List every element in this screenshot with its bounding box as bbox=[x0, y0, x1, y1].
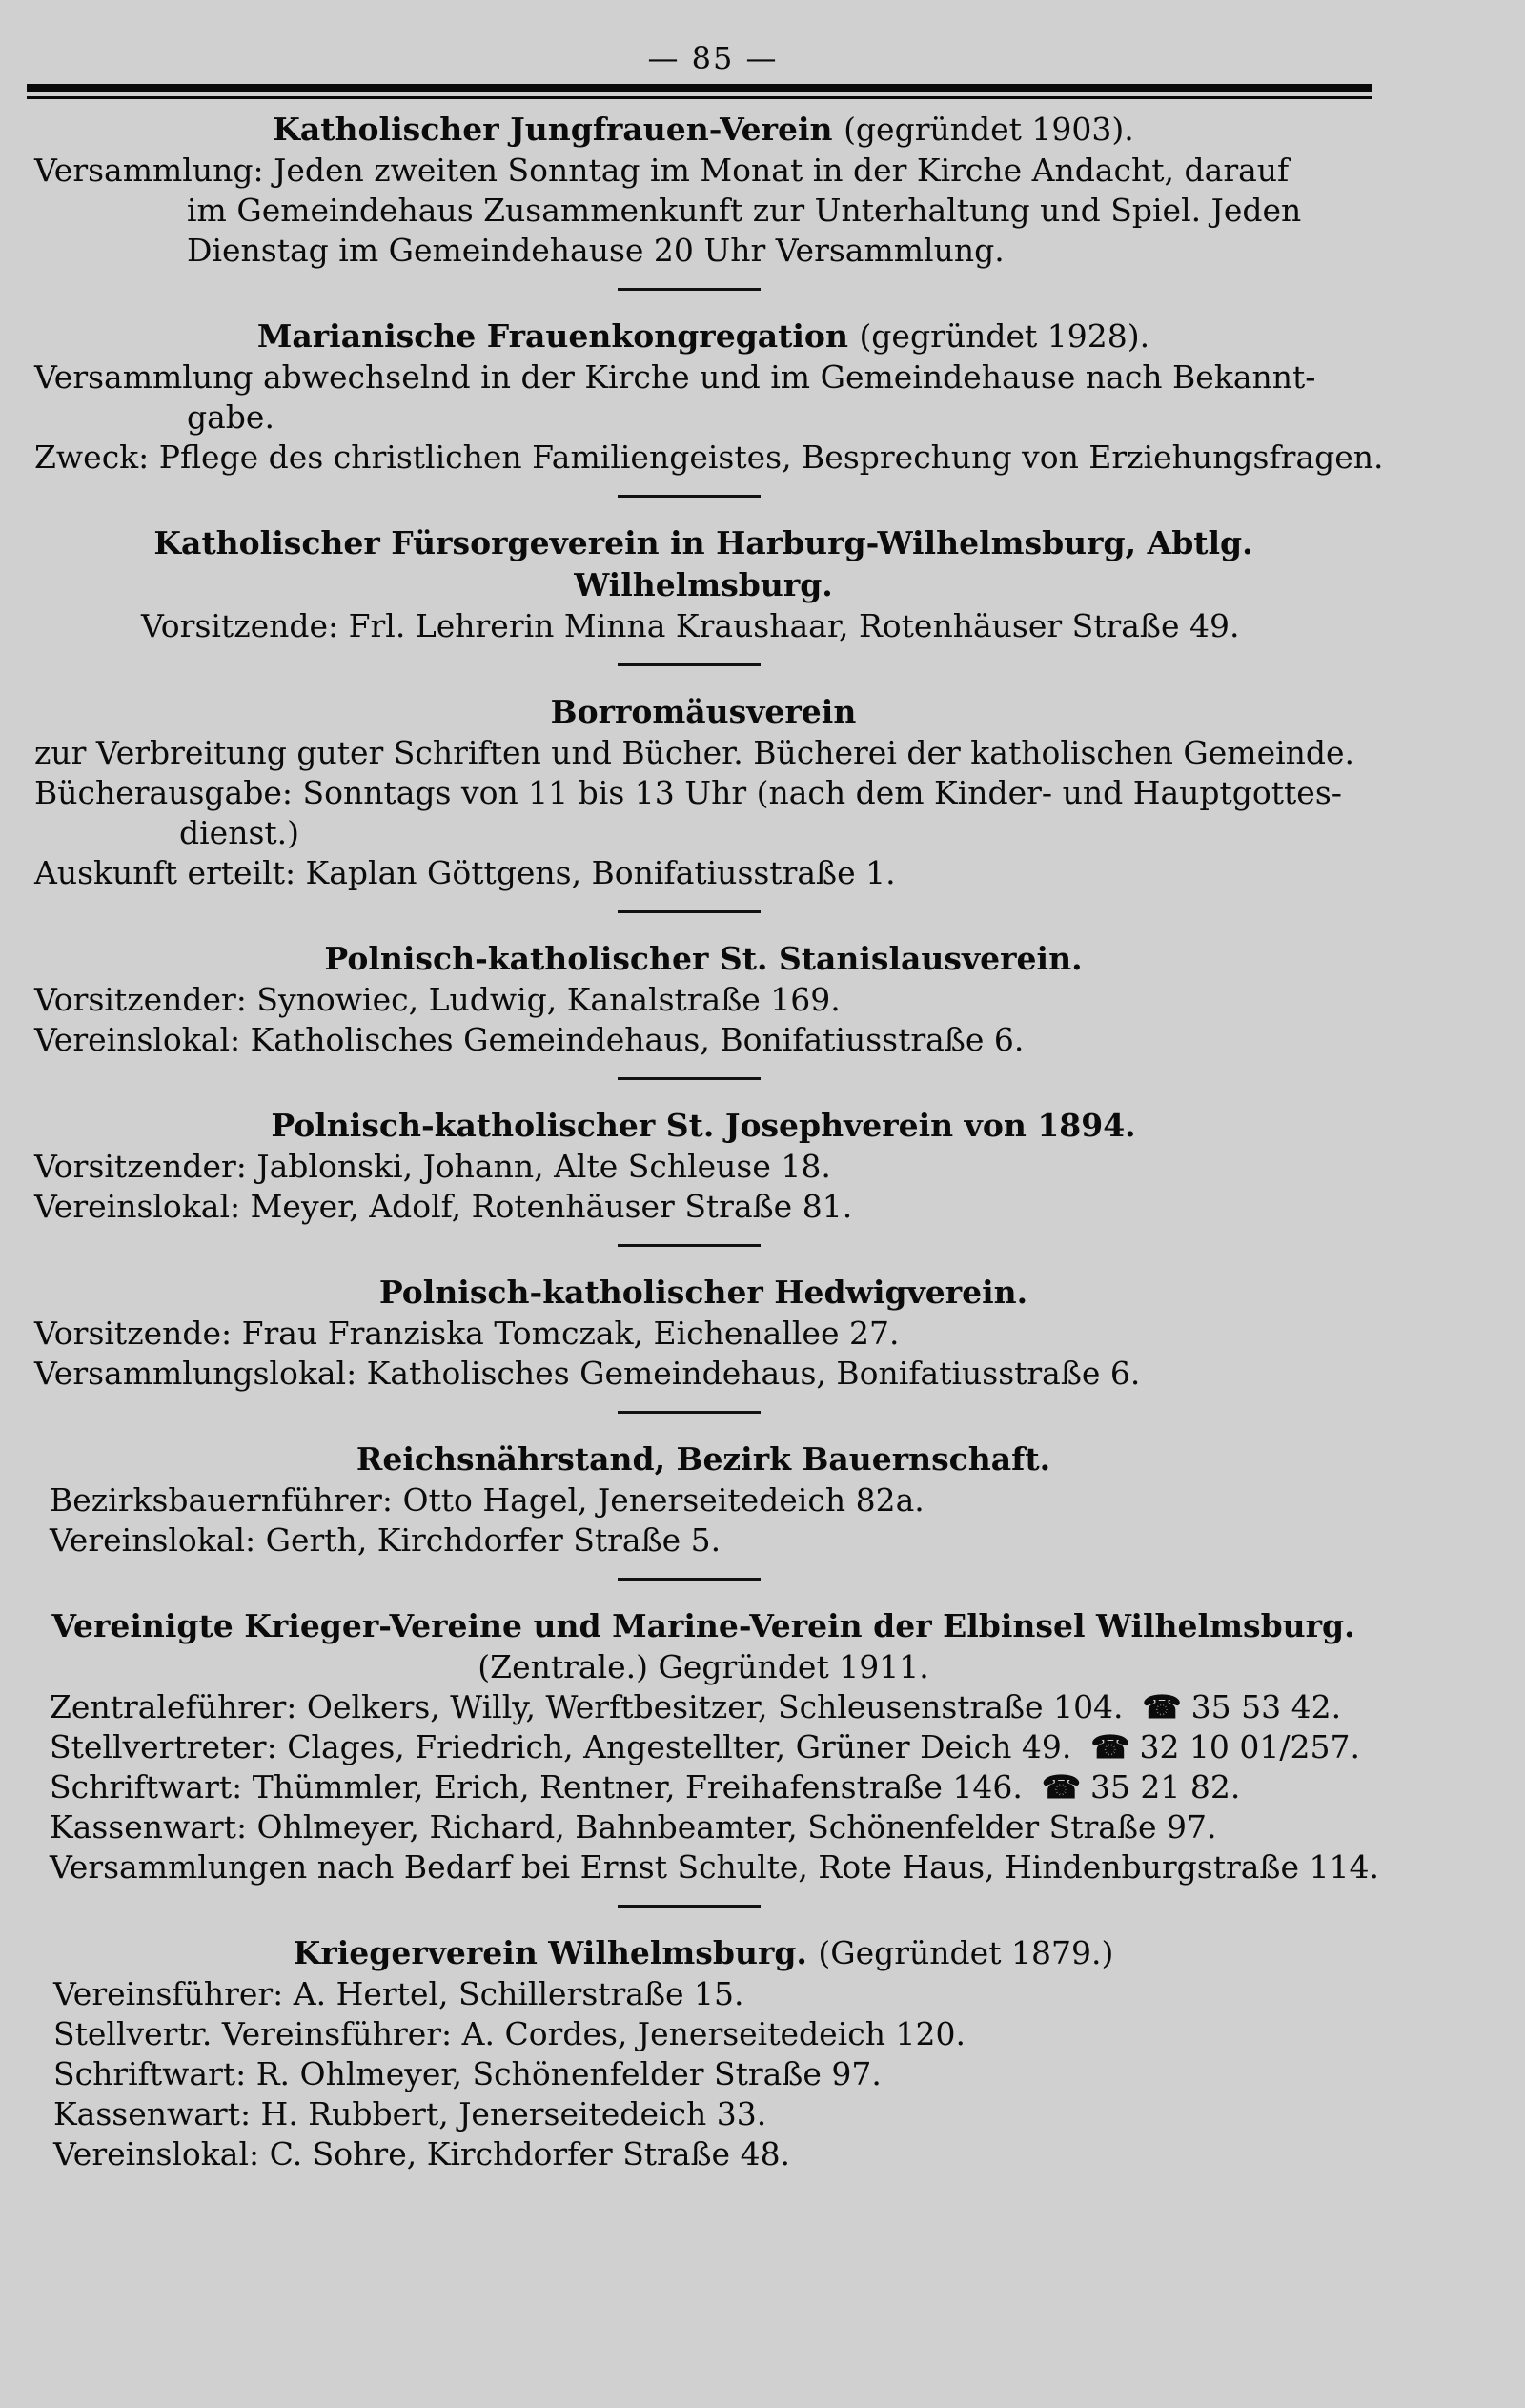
text-line: Stellvertr. Vereinsführer: A. Cordes, Jenerseitedeich 120. bbox=[53, 2015, 966, 2052]
heading-note: (gegründet 1903). bbox=[844, 111, 1134, 148]
section-divider bbox=[618, 1578, 761, 1581]
telephone-icon: ☎ bbox=[1041, 1768, 1081, 1806]
text-line: Vorsitzender: Jablonski, Johann, Alte Schleuse 18. bbox=[34, 1148, 831, 1185]
section-heading: Reichsnährstand, Bezirk Bauernschaft. bbox=[356, 1440, 1051, 1478]
section-fuersorgeverein bbox=[27, 522, 1380, 646]
section-hedwigverein bbox=[27, 1272, 1380, 1394]
text-line: im Gemeindehaus Zusammenkunft zur Unterhaltung und Spiel. Jeden bbox=[187, 192, 1302, 229]
phone-number: 35 53 42. bbox=[1190, 1688, 1342, 1725]
text-line: Zweck: Pflege des christlichen Familiengeistes, Besprechung von Erziehungsfragen. bbox=[34, 439, 1384, 476]
line-text: Zentraleführer: Oelkers, Willy, Werftbesitzer, Schleusenstraße 104. bbox=[50, 1688, 1124, 1725]
section-subheading: (Zentrale.) Gegründet 1911. bbox=[478, 1648, 929, 1685]
text-line: Versammlung abwechselnd in der Kirche und im Gemeindehause nach Bekannt- bbox=[34, 358, 1316, 396]
text-line: Kassenwart: H. Rubbert, Jenerseitedeich 33. bbox=[53, 2095, 767, 2133]
section-divider bbox=[618, 1411, 761, 1414]
text-line: Vereinslokal: C. Sohre, Kirchdorfer Straße 48. bbox=[53, 2135, 791, 2173]
section-divider bbox=[618, 288, 761, 291]
section-heading: Polnisch-katholischer St. Josephverein von 1894. bbox=[271, 1107, 1136, 1144]
text-line: zur Verbreitung guter Schriften und Bücher. Bücherei der katholischen Gemeinde. bbox=[34, 734, 1355, 771]
phone-number: 35 21 82. bbox=[1089, 1768, 1241, 1806]
text-line: Bezirksbauernführer: Otto Hagel, Jenerseitedeich 82a. bbox=[50, 1481, 925, 1519]
telephone-icon: ☎ bbox=[1090, 1728, 1130, 1765]
text-line: Vorsitzende: Frau Franziska Tomczak, Eichenallee 27. bbox=[34, 1315, 900, 1352]
text-line: Bücherausgabe: Sonntags von 11 bis 13 Uhr (nach dem Kinder- und Hauptgottes- bbox=[34, 774, 1342, 811]
section-borromaeusverein bbox=[27, 691, 1380, 893]
section-kriegerverein-wilhelmsburg bbox=[27, 1932, 1380, 2174]
heading-note: (Gegründet 1879.) bbox=[818, 1934, 1114, 1971]
section-divider bbox=[618, 1244, 761, 1247]
text-line: dienst.) bbox=[179, 814, 300, 851]
line-text: Stellvertreter: Clages, Friedrich, Angestellter, Grüner Deich 49. bbox=[50, 1728, 1072, 1765]
phone-number: 32 10 01/257. bbox=[1139, 1728, 1361, 1765]
section-heading bbox=[27, 109, 1380, 151]
section-heading bbox=[27, 316, 1380, 357]
section-heading: Borromäusverein bbox=[550, 693, 857, 730]
heading-title: Kriegerverein Wilhelmsburg. bbox=[293, 1934, 807, 1971]
section-divider bbox=[618, 663, 761, 666]
section-divider bbox=[618, 1077, 761, 1080]
section-divider bbox=[618, 495, 761, 498]
text-line: Kassenwart: Ohlmeyer, Richard, Bahnbeamter, Schönenfelder Straße 97. bbox=[50, 1808, 1217, 1846]
heading-note: (gegründet 1928). bbox=[859, 317, 1150, 355]
section-heading: Polnisch-katholischer St. Stanislausverein. bbox=[324, 940, 1083, 977]
text-line bbox=[27, 1727, 1380, 1767]
text-line: Auskunft erteilt: Kaplan Göttgens, Bonifatiusstraße 1. bbox=[34, 854, 896, 891]
text-line: Vorsitzende: Frl. Lehrerin Minna Kraushaar, Rotenhäuser Straße 49. bbox=[141, 607, 1240, 644]
top-rule-thin bbox=[27, 96, 1372, 99]
heading-title: Katholischer Jungfrauen-Verein bbox=[273, 111, 833, 148]
telephone-icon: ☎ bbox=[1142, 1688, 1182, 1725]
section-josephverein bbox=[27, 1105, 1380, 1227]
section-frauenkongregation bbox=[27, 316, 1384, 478]
section-stanislausverein bbox=[27, 938, 1380, 1060]
section-heading: Katholischer Fürsorgeverein in Harburg-Wilhelmsburg, Abtlg. Wilhelmsburg. bbox=[153, 524, 1253, 603]
section-divider bbox=[618, 910, 761, 913]
section-krieger-vereine bbox=[27, 1605, 1380, 1888]
page-number: — 85 — bbox=[647, 40, 779, 76]
section-heading: Polnisch-katholischer Hedwigverein. bbox=[378, 1274, 1028, 1311]
text-line bbox=[27, 1687, 1380, 1727]
text-line: Vereinslokal: Katholisches Gemeindehaus, Bonifatiusstraße 6. bbox=[34, 1021, 1025, 1058]
text-line: Versammlung: Jeden zweiten Sonntag im Monat in der Kirche Andacht, darauf bbox=[34, 152, 1290, 189]
section-reichsnaehrstand bbox=[27, 1439, 1380, 1561]
text-line: Vorsitzender: Synowiec, Ludwig, Kanalstraße 169. bbox=[34, 981, 841, 1018]
heading-title: Marianische Frauenkongregation bbox=[256, 317, 848, 355]
text-line bbox=[27, 1767, 1380, 1807]
text-line: Versammlungslokal: Katholisches Gemeindehaus, Bonifatiusstraße 6. bbox=[34, 1355, 1141, 1392]
text-line: Dienstag im Gemeindehause 20 Uhr Versammlung. bbox=[187, 232, 1005, 269]
line-text: Schriftwart: Thümmler, Erich, Rentner, Freihafenstraße 146. bbox=[50, 1768, 1023, 1806]
top-rule bbox=[27, 84, 1372, 92]
text-line: gabe. bbox=[187, 398, 274, 436]
section-jungfrauen-verein bbox=[27, 109, 1380, 271]
section-heading: Vereinigte Krieger-Vereine und Marine-Verein der Elbinsel Wilhelmsburg. bbox=[51, 1607, 1355, 1644]
text-line: Vereinsführer: A. Hertel, Schillerstraße 15. bbox=[53, 1975, 744, 2012]
text-line: Versammlungen nach Bedarf bei Ernst Schulte, Rote Haus, Hindenburgstraße 114. bbox=[50, 1848, 1379, 1886]
section-divider bbox=[618, 1905, 761, 1908]
text-line: Schriftwart: R. Ohlmeyer, Schönenfelder Straße 97. bbox=[53, 2055, 882, 2092]
text-line: Vereinslokal: Gerth, Kirchdorfer Straße 5. bbox=[50, 1521, 722, 1559]
text-line: Vereinslokal: Meyer, Adolf, Rotenhäuser Straße 81. bbox=[34, 1188, 853, 1225]
section-heading bbox=[27, 1932, 1380, 1974]
